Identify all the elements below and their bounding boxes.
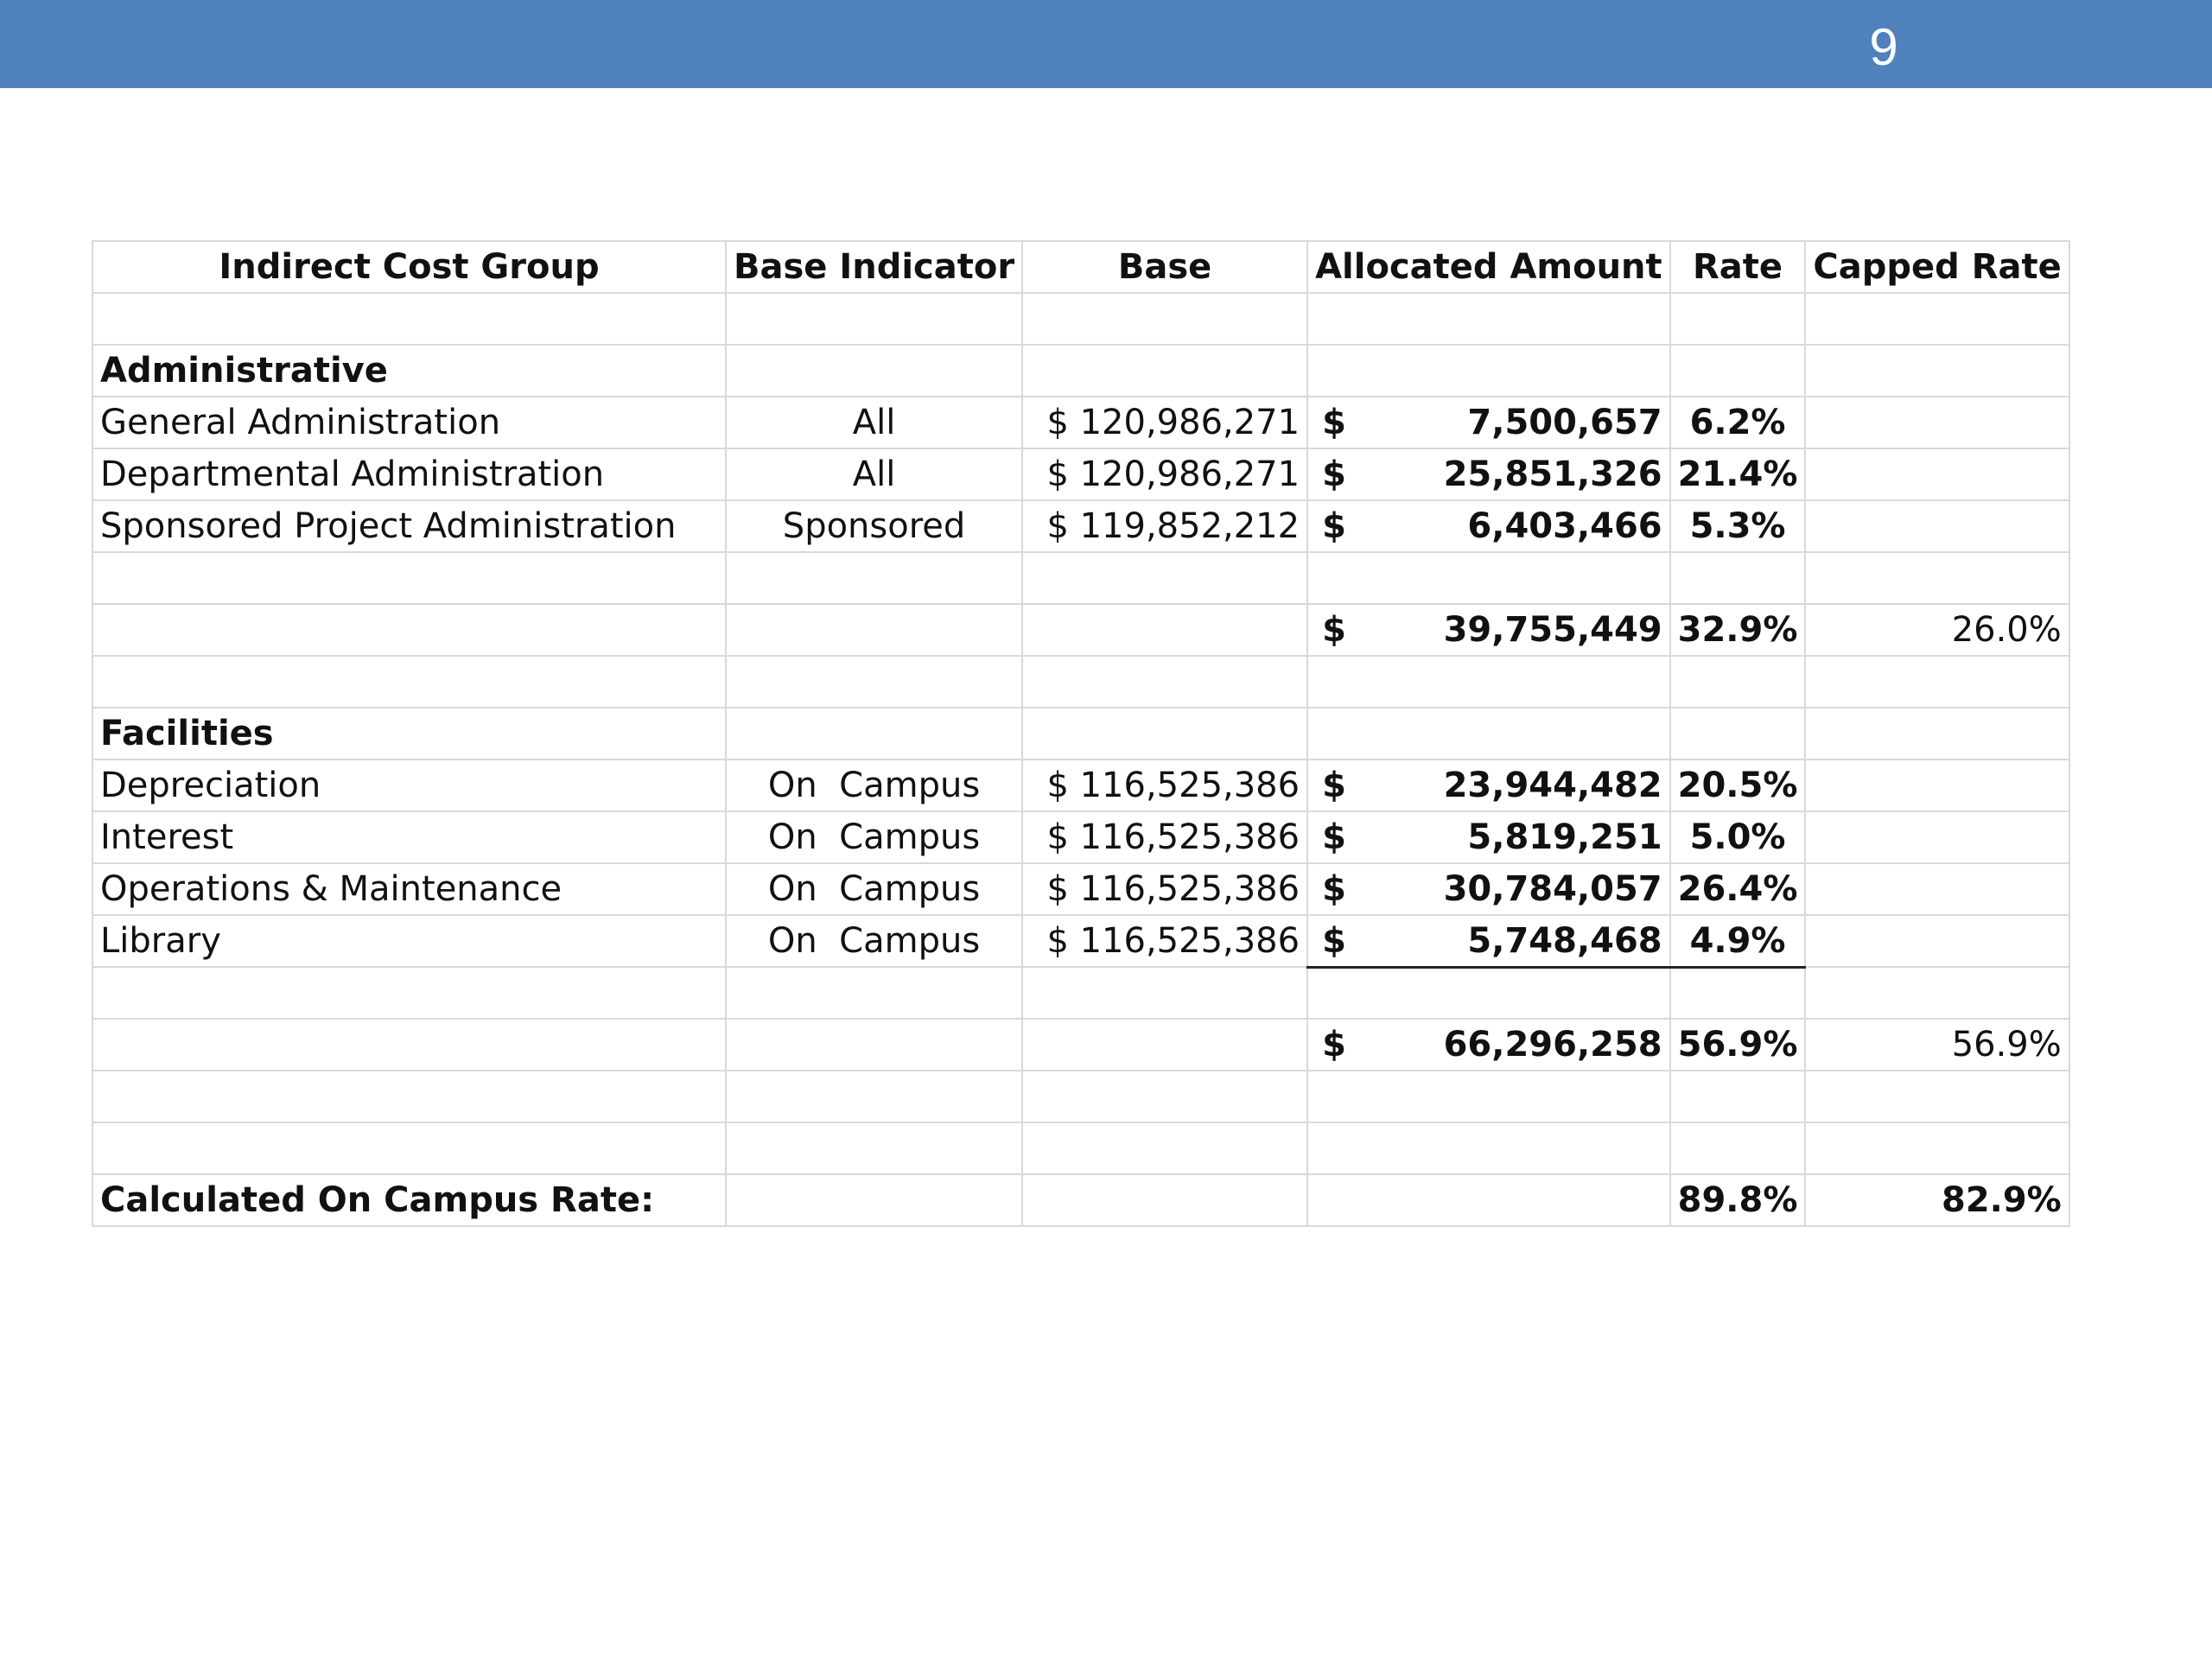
rate: 5.0%	[1670, 811, 1806, 863]
rate-total: 56.9%	[1670, 1019, 1806, 1071]
table-row	[92, 760, 2069, 811]
allocated-amount: 23,944,482	[1443, 766, 1662, 805]
capped-rate: 26.0%	[1805, 604, 2069, 656]
allocated-amount-cell	[1307, 760, 1670, 811]
allocated-total: 66,296,258	[1443, 1025, 1662, 1065]
summary-label: Calculated On Campus Rate:	[92, 1174, 726, 1226]
rate: 26.4%	[1670, 863, 1806, 915]
cost-group-name: Library	[92, 915, 726, 967]
base-indicator: On Campus	[726, 863, 1022, 915]
dollar-sign: $	[1322, 403, 1346, 442]
allocated-amount-cell	[1307, 500, 1670, 552]
allocated-total-cell	[1307, 1019, 1670, 1071]
base-indicator: Sponsored	[726, 500, 1022, 552]
section-row-facilities	[92, 708, 2069, 760]
dollar-sign: $	[1322, 920, 1346, 961]
allocated-amount-cell	[1307, 397, 1670, 448]
rate: 5.3%	[1670, 500, 1806, 552]
base-amount: $ 120,986,271	[1022, 448, 1307, 500]
dollar-sign: $	[1322, 506, 1346, 546]
total-row-facilities	[92, 1019, 2069, 1071]
summary-rate: 89.8%	[1670, 1174, 1806, 1226]
header-rate: Rate	[1670, 241, 1806, 293]
base-amount: $ 116,525,386	[1022, 915, 1307, 967]
dollar-sign: $	[1322, 454, 1346, 494]
table-row	[92, 500, 2069, 552]
rate: 20.5%	[1670, 760, 1806, 811]
table-row	[92, 915, 2069, 967]
dollar-sign: $	[1322, 869, 1346, 909]
rate: 6.2%	[1670, 397, 1806, 448]
allocated-amount-cell	[1307, 811, 1670, 863]
base-indicator: All	[726, 397, 1022, 448]
allocated-amount: 30,784,057	[1443, 869, 1662, 909]
base-amount: $ 119,852,212	[1022, 500, 1307, 552]
dollar-sign: $	[1322, 817, 1346, 857]
cost-group-name: Departmental Administration	[92, 448, 726, 500]
base-amount: $ 116,525,386	[1022, 811, 1307, 863]
cost-group-name: Operations & Maintenance	[92, 863, 726, 915]
allocated-total: 39,755,449	[1443, 610, 1662, 650]
header-base: Base	[1022, 241, 1307, 293]
dollar-sign: $	[1322, 1025, 1346, 1065]
table-row	[92, 863, 2069, 915]
base-amount: $ 120,986,271	[1022, 397, 1307, 448]
allocated-amount: 6,403,466	[1467, 506, 1662, 546]
header-bar	[0, 0, 2212, 88]
base-amount: $ 116,525,386	[1022, 863, 1307, 915]
base-indicator: On Campus	[726, 760, 1022, 811]
header-base-indicator: Base Indicator	[726, 241, 1022, 293]
indirect-cost-table	[92, 240, 2070, 1227]
section-row-administrative	[92, 345, 2069, 397]
allocated-amount: 7,500,657	[1467, 403, 1662, 442]
section-title-administrative: Administrative	[92, 345, 726, 397]
table-header-row	[92, 241, 2069, 293]
allocated-amount-cell	[1307, 915, 1670, 967]
base-amount: $ 116,525,386	[1022, 760, 1307, 811]
allocated-total-cell	[1307, 604, 1670, 656]
blank-row	[92, 656, 2069, 708]
blank-row	[92, 967, 2069, 1019]
allocated-amount-cell	[1307, 863, 1670, 915]
section-title-facilities: Facilities	[92, 708, 726, 760]
cost-group-name: Depreciation	[92, 760, 726, 811]
allocated-amount: 5,819,251	[1467, 817, 1662, 857]
blank-row	[92, 293, 2069, 345]
page-number: 9	[1869, 18, 1898, 76]
base-indicator: On Campus	[726, 811, 1022, 863]
header-allocated-amount: Allocated Amount	[1307, 241, 1670, 293]
base-indicator: On Campus	[726, 915, 1022, 967]
rate: 21.4%	[1670, 448, 1806, 500]
blank-row	[92, 1122, 2069, 1174]
table-row	[92, 448, 2069, 500]
header-capped-rate: Capped Rate	[1805, 241, 2069, 293]
rate-total: 32.9%	[1670, 604, 1806, 656]
header-indirect-cost-group: Indirect Cost Group	[92, 241, 726, 293]
cost-group-name: Interest	[92, 811, 726, 863]
dollar-sign: $	[1322, 766, 1346, 805]
cost-group-name: General Administration	[92, 397, 726, 448]
allocated-amount: 5,748,468	[1467, 920, 1662, 961]
summary-capped-rate: 82.9%	[1805, 1174, 2069, 1226]
table-row	[92, 397, 2069, 448]
allocated-amount-cell	[1307, 448, 1670, 500]
total-row-administrative	[92, 604, 2069, 656]
summary-row	[92, 1174, 2069, 1226]
base-indicator: All	[726, 448, 1022, 500]
blank-row	[92, 1071, 2069, 1122]
dollar-sign: $	[1322, 610, 1346, 650]
cost-group-name: Sponsored Project Administration	[92, 500, 726, 552]
rate: 4.9%	[1670, 915, 1806, 967]
blank-row	[92, 552, 2069, 604]
table-row	[92, 811, 2069, 863]
capped-rate: 56.9%	[1805, 1019, 2069, 1071]
allocated-amount: 25,851,326	[1443, 454, 1662, 494]
